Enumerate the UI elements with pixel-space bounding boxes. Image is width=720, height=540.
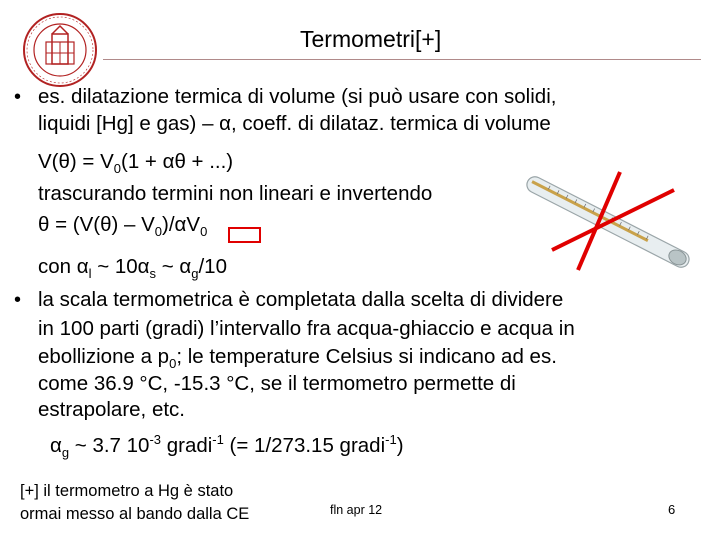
- footer-date: fln apr 12: [330, 503, 383, 517]
- bullet2-line2: in 100 parti (gradi) l’intervallo fra acqua-ghiaccio e acqua in: [38, 317, 575, 340]
- bullet2-line4: come 36.9 °C, -15.3 °C, se il termometro permette di: [38, 372, 516, 395]
- bullet2-line3: ebollizione a $p_0$; le temperature Celsius si indicano ad es.: [38, 345, 557, 372]
- footnote: [20, 480, 249, 526]
- formula-theta: $\theta = (V(\theta) - V_0)/\alpha V_0$: [38, 213, 208, 240]
- formula-alpha-relation: con $\alpha_l$ ~ $10\alpha_s$ ~ $\alpha_g/10$: [38, 255, 227, 282]
- bullet2-line5: estrapolare, etc.: [38, 398, 185, 421]
- university-seal-logo: [22, 12, 98, 88]
- page-number: 6: [668, 502, 676, 517]
- formula-volume: $V(\theta) = V_0(1 + \alpha\theta$ + ...): [38, 150, 234, 177]
- bullet1-line1: es. dilatazione termica di volume (si può usare con solidi,: [38, 85, 557, 108]
- bullet1-line4: trascurando termini non lineari e invertendo: [38, 182, 433, 205]
- title-divider: [103, 59, 701, 60]
- bullet-marker-2: •: [14, 289, 22, 311]
- bullet-marker-1: •: [14, 86, 22, 108]
- slide-title: Termometri[+]: [300, 26, 442, 52]
- bullet2-line1: la scala termometrica è completata dalla scelta di dividere: [38, 288, 564, 311]
- formula-alpha-gas: $\alpha_g$ ~ 3.7 $10^{-3}$ gradi$^{-1}$ (= 1/273.15 gradi$^{-1}$): [50, 432, 404, 461]
- thermometer-crossed-out-image: [510, 166, 706, 278]
- footnote-line1: [+] il termometro a Hg è stato: [20, 482, 234, 500]
- highlight-box: [228, 227, 261, 243]
- footnote-line2: ormai messo al bando dalla CE: [20, 505, 250, 523]
- bullet1-line2: liquidi [Hg] e gas) – α, coeff. di dilataz. termica di volume: [38, 112, 551, 135]
